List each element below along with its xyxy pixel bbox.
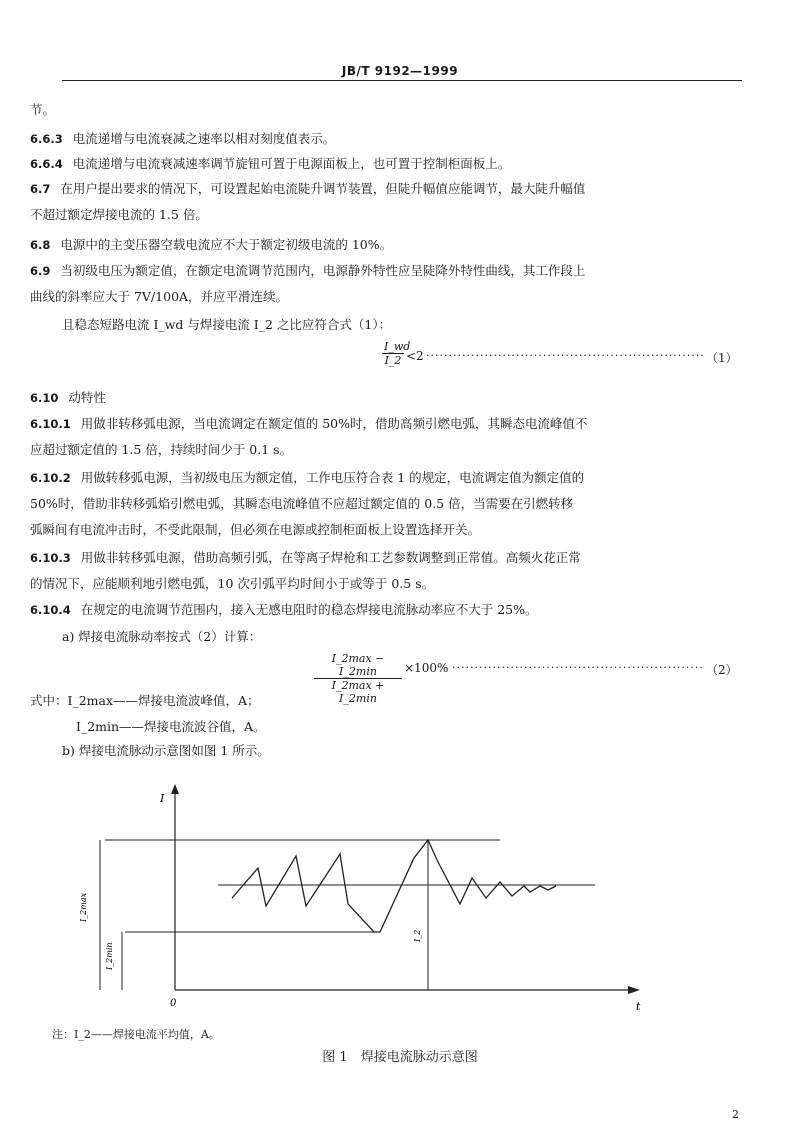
equation-1-number: （1） — [706, 351, 738, 365]
equation-1-numerator: I_wd — [384, 340, 411, 353]
y-axis-arrow — [171, 784, 179, 794]
clause-6-6-3: 6.6.3 电流递增与电流衰减之速率以相对刻度值表示。 — [30, 131, 336, 146]
x-axis-arrow — [628, 986, 640, 994]
text-line: 不超过额定焊接电流的 1.5 倍。 — [30, 207, 208, 222]
equation-2-number: （2） — [706, 663, 738, 677]
imax-label: I_2max — [79, 892, 88, 922]
clause-6-6-4: 6.6.4 电流递增与电流衰减速率调节旋钮可置于电源面板上，也可置于控制柜面板上。 — [30, 156, 511, 171]
y-axis-label: I — [160, 792, 165, 805]
equation-1-leader: ······························································ — [426, 349, 705, 362]
equation-1-fraction — [382, 340, 411, 367]
text-line: 的情况下，应能顺利地引燃电弧，10 次引弧平均时间小于或等于 0.5 s。 — [30, 576, 435, 591]
equation-2-factor: ×100% — [404, 661, 449, 675]
origin-label: 0 — [170, 998, 177, 1009]
clause-6-9: 6.9 当初级电压为额定值，在额定电流调节范围内，电源静外特性应呈陡降外特性曲线，其工作段上 — [30, 263, 586, 278]
header-rule — [62, 80, 742, 81]
text-line: b) 焊接电流脉动示意图如图 1 所示。 — [62, 743, 270, 758]
text-line: 且稳态短路电流 I_wd 与焊接电流 I_2 之比应符合式（1）： — [62, 317, 392, 332]
figure-note: 注：I_2——焊接电流平均值，A。 — [52, 1028, 220, 1041]
equation-2-fraction — [314, 652, 402, 705]
text-line: I_2min——焊接电流波谷值，A。 — [76, 719, 266, 734]
equation-1-relation: <2 — [406, 349, 424, 363]
clause-6-10-4: 6.10.4 在规定的电流调节范围内，接入无感电阻时的稳态焊接电流脉动率应不大于 25%。 — [30, 602, 538, 617]
text-line: 式中：I_2max——焊接电流波峰值，A； — [30, 693, 260, 708]
text-line: 50%时，借助非转移弧焰引燃电弧，其瞬态电流峰值不应超过额定值的 0.5 倍，当需要在引燃转移 — [30, 496, 574, 511]
clause-6-10-1: 6.10.1 用做非转移弧电源，当电流调定在额定值的 50%时，借助高频引燃电弧，其瞬态电流峰值不 — [30, 416, 588, 431]
i2-label: I_2 — [413, 929, 422, 942]
clause-6-10-3: 6.10.3 用做非转移弧电源，借助高频引弧，在等离子焊枪和工艺参数调整到正常值。高频火花正常 — [30, 550, 581, 565]
pulse-diagram — [0, 770, 800, 1030]
text-line: a) 焊接电流脉动率按式（2）计算： — [62, 629, 262, 644]
clause-6-7: 6.7 在用户提出要求的情况下，可设置起始电流陡升调节装置，但陡升幅值应能调节，最大陡升幅值 — [30, 181, 586, 196]
header-standard-code: JB/T 9192—1999 — [341, 64, 459, 78]
equation-2-numerator: I_2max − I_2min — [314, 652, 402, 679]
equation-2-denominator: I_2max + I_2min — [331, 679, 385, 705]
imin-label: I_2min — [105, 942, 114, 970]
equation-2-leader: ························································ — [452, 661, 704, 674]
figure-caption: 图 1 焊接电流脉动示意图 — [322, 1050, 478, 1065]
clause-6-10-2: 6.10.2 用做转移弧电源，当初级电压为额定值，工作电压符合表 1 的规定，电流调定值为额定值的 — [30, 470, 585, 485]
equation-1-denominator: I_2 — [384, 354, 402, 367]
clause-6-8: 6.8 电源中的主变压器空载电流应不大于额定初级电流的 10%。 — [30, 237, 393, 252]
x-axis-label: t — [636, 1000, 641, 1013]
text-line: 应超过额定值的 1.5 倍，持续时间少于 0.1 s。 — [30, 442, 293, 457]
current-waveform — [232, 840, 556, 932]
clause-6-10: 6.10 动特性 — [30, 390, 106, 405]
text-line: 弧瞬间有电流冲击时，不受此限制，但必须在电源或控制柜面板上设置选择开关。 — [30, 522, 481, 537]
page-number: 2 — [732, 1108, 739, 1121]
text-line: 节。 — [30, 102, 56, 117]
text-line: 曲线的斜率应大于 7V/100A，并应平滑连续。 — [30, 289, 289, 304]
